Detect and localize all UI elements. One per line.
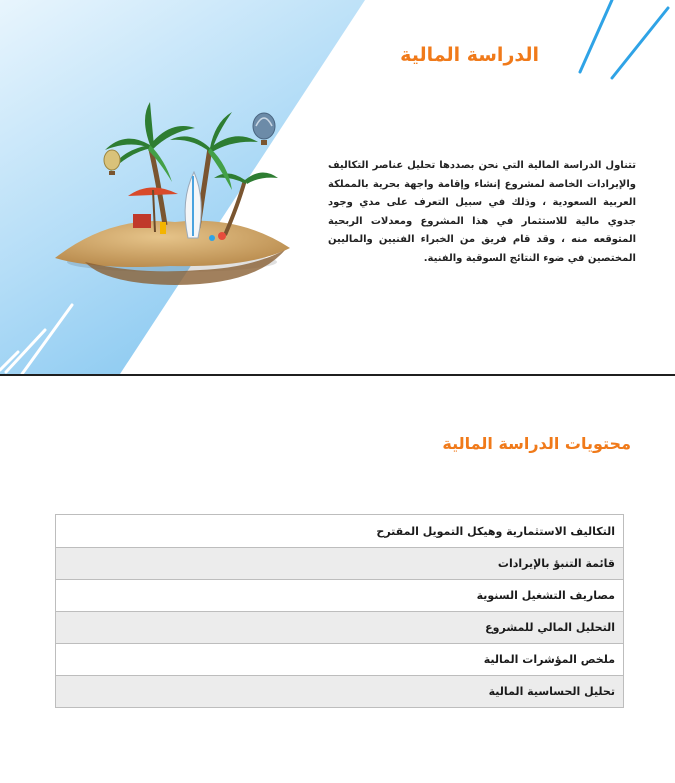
section-divider [0, 374, 675, 376]
table-row: تحليل الحساسية المالية [56, 675, 623, 707]
table-row: التكاليف الاستثمارية وهيكل التمويل المقترح [56, 515, 623, 547]
accent-stripes-top [580, 0, 668, 78]
intro-paragraph: تتناول الدراسة المالية التي نحن بصددها تحليل عناصر التكاليف والإيرادات الخاصة لمشروع إنشاء وإقامة واجهة بحرية بالمملكة العربية السعودية ، وذلك في سبيل التعرف على مدي وجود جدوي مالية للاستثمار في هذا المشروع ومعدلات الربحية المتوقعه منه ، وقد قام فريق من الخبراء الفنيين والماليين المختصين في ضوء النتائج السوقية والفنية. [328, 160, 636, 264]
table-row: قائمة التنبؤ بالإيرادات [56, 547, 623, 579]
contents-heading: محتويات الدراسة المالية [442, 434, 631, 453]
page-title: الدراسة المالية [400, 44, 539, 66]
contents-table [55, 514, 624, 708]
table-row: التحليل المالي للمشروع [56, 611, 623, 643]
table-row: ملخص المؤشرات المالية [56, 643, 623, 675]
hero-section [0, 0, 675, 374]
table-row: مصاريف التشغيل السنوية [56, 579, 623, 611]
